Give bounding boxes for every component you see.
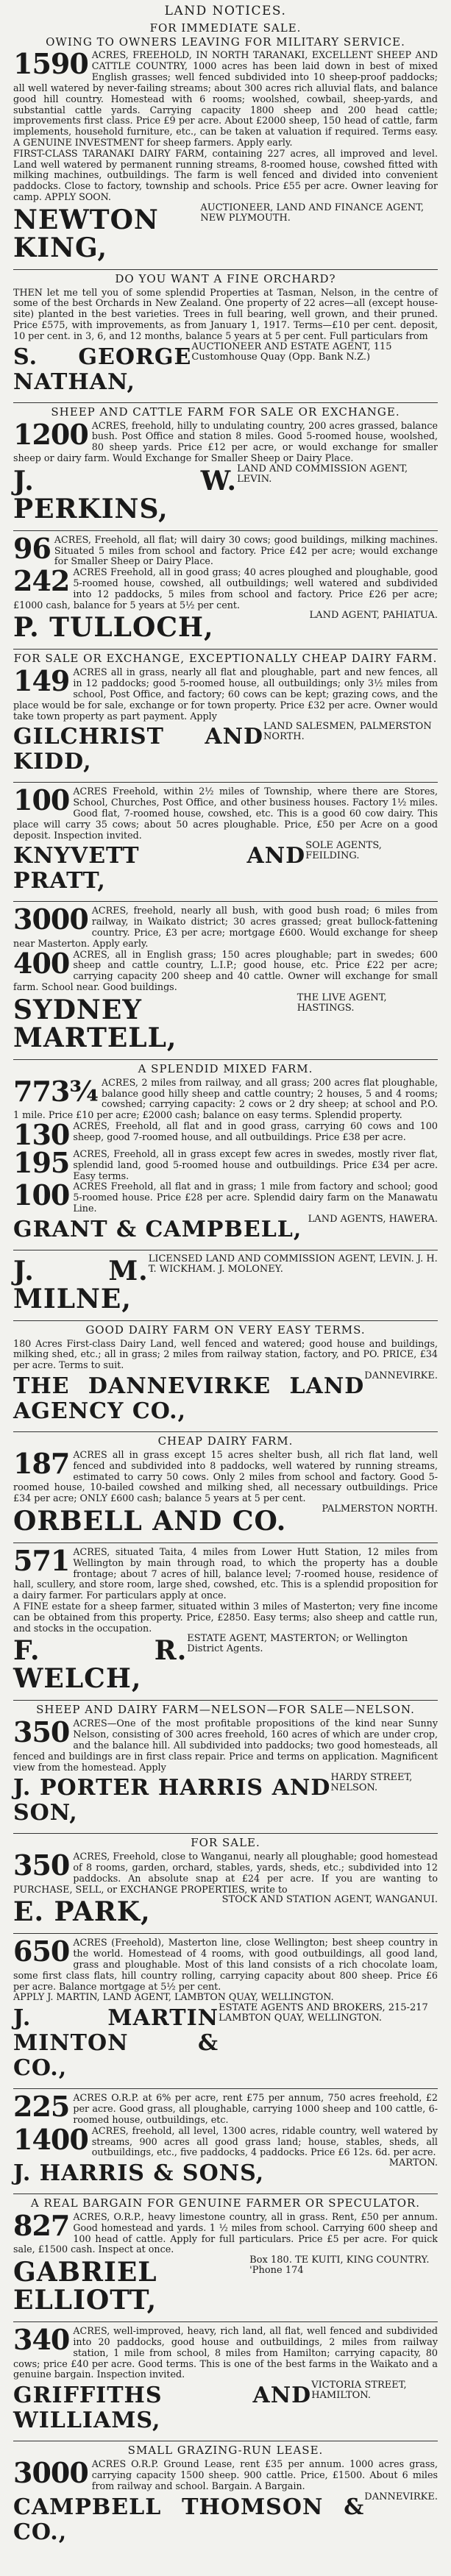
agent-name: J. MARTIN MINTON & CO., <box>13 2005 219 2082</box>
ad-heading: DO YOU WANT A FINE ORCHARD? <box>115 271 336 285</box>
acreage-figure: 96 <box>13 531 51 565</box>
agent-signature <box>13 1254 438 1316</box>
agent-signature <box>13 2255 438 2317</box>
ad-body-text: ACRES Freehold, all in good grass; 40 acres ploughed and ploughable, good 5-roomed house, cowshed, all outbuildings; well watered and subdivided into 12 paddocks, 5 miles from school and factory. Price £26 per acre; £1000 cash, balance for 5 years at 5½ per cent. <box>13 566 438 611</box>
acreage-figure: 400 <box>13 946 70 980</box>
section-divider <box>13 1933 438 1934</box>
ad-body-text: ACRES O.R.P. at 6% per acre, rent £75 per annum, 750 acres freehold, £2 per acre. Good grass, all ploughable, carrying 1000 sheep and 100 cattle, 6-roomed house, outbuildings, etc. <box>73 2092 438 2125</box>
ad-body-text: ACRES (Freehold), Masterton line, close Wellington; best sheep country in the world. Homestead of 4 rooms, with good outbuildings, all good land, grass and ploughable. Most of this land consists of a rich chocolate loam, some first class flats, hill country rolling, carrying capacity about 800 sheep. Price £6 per acre. Balance mortgage at 5½ per cent. <box>13 1937 438 1992</box>
ad-body-text: THEN let me tell you of some splendid Properties at Tasman, Nelson, in the centre of some of the best Orchards in New Zealand. One property of 22 acres—all (except house-site) planted in the best varieties. Trees in full bearing, well grown, and their pruned. Price £575, with improvements, as from January 1, 1917. Terms—£10 per cent. deposit, 10 per cent. in 3, 6, and 12 months, balance 5 years at 5 per cent. Full particulars from <box>13 286 438 341</box>
agent-details: MARTON. <box>388 2157 438 2169</box>
agent-details: ESTATE AGENTS AND BROKERS, 215-217 LAMBTON QUAY, WELLINGTON. <box>219 2002 428 2024</box>
ad-subheading: OWING TO OWNERS LEAVING FOR MILITARY SERVICE. <box>46 35 405 49</box>
ad-heading: SHEEP AND DAIRY FARM—NELSON—FOR SALE—NELSON. <box>36 1703 415 1717</box>
advertisement <box>13 530 438 645</box>
agent-details: DANNEVIRKE. <box>364 2491 438 2502</box>
section-divider <box>13 1700 438 1701</box>
advertisement <box>13 1833 438 1929</box>
ad-heading: SMALL GRAZING-RUN LEASE. <box>127 2444 324 2458</box>
acreage-figure: 340 <box>13 2323 70 2357</box>
acreage-figure: 225 <box>13 2090 70 2124</box>
advertisement <box>13 2321 438 2436</box>
acreage-figure: 149 <box>13 664 70 698</box>
ad-paragraph <box>13 2208 438 2255</box>
agent-name: CAMPBELL THOMSON & CO., <box>13 2494 365 2545</box>
acreage-figure: 1400 <box>13 2122 88 2156</box>
agent-name: GABRIEL ELLIOTT, <box>13 2257 157 2316</box>
acreage-figure: 827 <box>13 2208 70 2242</box>
ad-paragraph <box>13 1543 438 1601</box>
agent-name: P. TULLOCH, <box>13 612 214 644</box>
acreage-figure: 130 <box>13 1117 70 1151</box>
ad-paragraph <box>13 783 438 841</box>
agent-details: PALMERSTON NORTH. <box>322 1503 438 1515</box>
advertisement-list <box>13 23 438 2548</box>
ad-heading: FOR IMMEDIATE SALE. <box>149 21 302 35</box>
acreage-figure: 100 <box>13 1178 70 1212</box>
advertisement <box>13 649 438 778</box>
ad-heading: GOOD DAIRY FARM ON VERY EASY TERMS. <box>85 1323 366 1337</box>
agent-signature <box>13 342 438 398</box>
page-title: LAND NOTICES. <box>164 4 287 18</box>
ad-body-text: ACRES—One of the most profitable propositions of the kind near Sunny Nelson, consisting of 300 acres freehold, 160 acres of which are under crop, and the balance hill. All subdivided into paddocks; two good homesteads, all fenced and buildings are in first class repair. Price and terms on application. Magnificent view from the homestead. Apply <box>13 1718 438 1773</box>
advertisement <box>13 1250 438 1316</box>
agent-details: LAND AGENTS, HAWERA. <box>308 1213 438 1225</box>
agent-details: DANNEVIRKE. <box>364 1370 438 1382</box>
section-divider <box>13 1431 438 1432</box>
agent-details: HARDY STREET, NELSON. <box>330 1772 413 1794</box>
advertisement <box>13 1320 438 1427</box>
agent-signature <box>13 1634 438 1696</box>
ad-body-text: ACRES, freehold, nearly all bush, with good bush road; 6 miles from railway, in Waikato district; 30 acres grassed; great bullock-fattening country. Price, £3 per acre; mortgage £600. Would exchange for sheep near Masterton. Apply early. <box>13 905 438 949</box>
section-divider <box>13 782 438 783</box>
acreage-figure: 350 <box>13 1715 70 1749</box>
ad-body-text: ACRES O.R.P. Ground Lease, rent £35 per annum. 1000 acres grass, carrying capacity 1500 sheep. 900 cattle. Price, £1500. About 6 miles from railway and school. Bargain. A Bargain. <box>91 2458 438 2491</box>
acreage-figure: 195 <box>13 1145 70 1179</box>
agent-details: SOLE AGENTS, FEILDING. <box>305 840 382 862</box>
agent-name: GRIFFITHS AND WILLIAMS, <box>13 2383 312 2434</box>
ad-paragraph <box>13 1601 438 1634</box>
advertisement <box>13 1543 438 1696</box>
agent-name: J. HARRIS & SONS, <box>13 2160 265 2187</box>
acreage-figure: 187 <box>13 1446 70 1480</box>
advertisement <box>13 269 438 398</box>
section-divider <box>13 1059 438 1060</box>
ad-body-text: ACRES, well-improved, heavy, rich land, all flat, well fenced and subdivided into 20 paddocks, good house and outbuildings, 2 miles from railway station, 1 mile from school, 8 miles from Hamilton; carrying capacity, 80 cows; price £40 per acre. Good terms. This is one of the best farms in the Waikato and a genuine bargain. Inspection invited. <box>13 2325 438 2380</box>
section-divider <box>13 402 438 403</box>
section-divider <box>13 2088 438 2089</box>
ad-paragraph <box>13 2090 438 2125</box>
agent-signature <box>13 464 438 526</box>
agent-signature <box>13 722 438 778</box>
ad-body-text: 180 Acres First-class Dairy Land, well fenced and watered; good house and buildings, milking shed, etc.; all in grass; 2 miles from railway station, factory, and PO. PRICE, £34 per acre. Terms to suit. <box>13 1337 438 1371</box>
agent-details: AUCTIONEER, LAND AND FINANCE AGENT, NEW PLYMOUTH. <box>200 202 425 224</box>
ad-paragraph <box>13 905 438 949</box>
agent-name: J. M. MILNE, <box>13 1255 149 1314</box>
section-divider <box>13 2193 438 2194</box>
agent-name: F. R. WELCH, <box>13 1635 188 1695</box>
agent-details: THE LIVE AGENT, HASTINGS. <box>296 992 387 1014</box>
agent-details: LAND AND COMMISSION AGENT, LEVIN. <box>237 463 408 485</box>
ad-body-text: ACRES Freehold, all flat and in grass; 1 mile from factory and school; good 5-roomed house. Price £28 per acre. Splendid dairy farm on the Manawatu Line. <box>73 1181 438 1214</box>
advertisement <box>13 2088 438 2189</box>
advertisement <box>13 2441 438 2547</box>
agent-name: THE DANNEVIRKE LAND AGENCY CO., <box>13 1373 365 1425</box>
ad-paragraph <box>13 564 438 611</box>
advertisement <box>13 782 438 897</box>
ad-paragraph <box>13 531 438 567</box>
advertisement <box>13 402 438 526</box>
agent-signature <box>13 2158 438 2189</box>
advertisement <box>13 901 438 1055</box>
ad-paragraph <box>13 2456 438 2491</box>
advertisement <box>13 1700 438 1829</box>
acreage-figure: 1200 <box>13 417 88 451</box>
ad-body-text: ACRES, Freehold, all flat and in good grass, carrying 60 cows and 100 sheep, good 7-roomed house, and all outbuildings. Price £38 per acre. <box>73 1120 438 1142</box>
agent-details: LAND AGENT, PAHIATUA. <box>309 610 438 622</box>
agent-signature <box>13 1214 438 1245</box>
acreage-figure: 650 <box>13 1935 70 1968</box>
land-notices-column <box>13 6 438 2548</box>
ad-body-text: ACRES, freehold, all level, 1300 acres, ridable country, well watered by streams, 900 acres all good grass land; house, stables, sheds, all outbuildings, etc., five paddocks, 4 paddocks. Price £6 12s. 6d. per acre. <box>91 2124 438 2158</box>
agent-signature <box>13 2003 438 2084</box>
ad-paragraph <box>13 1074 438 1121</box>
ad-paragraph <box>13 664 438 722</box>
ad-body-text: ACRES all in grass except 15 acres shelter bush, all rich flat land, well fenced and subdivided into 8 paddocks, well watered by running streams, estimated to carry 50 cows. Only 2 miles from school and factory. Good 5-roomed house, 10-bailed cowshed and milking shed, all necessary outbuildings. Price £34 per acre; ONLY £600 cash; balance 5 years at 5 per cent. <box>13 1448 438 1504</box>
agent-name: E. PARK, <box>13 1896 151 1928</box>
agent-name: KNYVETT AND PRATT, <box>13 843 306 894</box>
advertisement <box>13 2193 438 2317</box>
agent-name: S. GEORGE NATHAN, <box>13 344 192 395</box>
acreage-figure: 3000 <box>13 903 88 936</box>
agent-details: ESTATE AGENT, MASTERTON; or Wellington District Agents. <box>187 1633 408 1655</box>
ad-body-text: ACRES, FREEHOLD, IN NORTH TARANAKI, EXCELLENT SHEEP AND CATTLE COUNTRY, 1000 acres has been laid down in best of mixed English grasses; well fenced subdivided into 10 sheep-proof paddocks; all well watered by never-failing streams; about 300 acres rich alluvial flats, and balance good hill country. Homestead with 6 rooms; woolshed, cowbail, sheep-yards, and substantial cattle yards. Carrying capacity 1800 sheep and 200 head cattle; improvements first class. Price £9 per acre. About £2000 sheep, 150 head of cattle, farm implements, household furniture, etc., can be taken at valuation if required. Terms easy. A GENUINE INVESTMENT for sheep farmers. Apply early. <box>13 49 438 148</box>
ad-paragraph <box>13 1935 438 1992</box>
section-divider <box>13 2321 438 2322</box>
ad-paragraph <box>13 2122 438 2158</box>
ad-heading: CHEAP DAIRY FARM. <box>157 1434 294 1448</box>
ad-body-text: ACRES, Freehold, all in grass except few acres in swedes, mostly river flat, splendid land, good 5-roomed house and outbuildings. Price £34 per acre. Easy terms. <box>73 1148 438 1181</box>
agent-details: AUCTIONEER AND ESTATE AGENT, 115 Customhouse Quay (Opp. Bank N.Z.) <box>191 341 392 363</box>
ad-paragraph <box>13 47 438 148</box>
ad-body-text: ACRES, 2 miles from railway, and all grass; 200 acres flat ploughable, balance good hilly sheep and cattle country; 2 houses, 5 and 4 rooms; cowshed; carrying capacity: 2 cows or 2 dry sheep; at school and P.O. 1 mile. Price £10 per acre; £2000 cash; balance on easy terms. Splendid property. <box>13 1076 438 1121</box>
ad-body-text: ACRES, situated Taita, 4 miles from Lower Hutt Station, 12 miles from Wellington by main through road, to which the property has a double frontage; about 7 acres of hill, balance level; 7-roomed house, residence of hall, scullery, and store room, large shed, cowshed, etc. This is a splendid proposition for a dairy farmer. For particulars apply at once. <box>13 1545 438 1601</box>
agent-name: NEWTON KING, <box>13 204 159 263</box>
ad-paragraph <box>13 149 438 203</box>
advertisement <box>13 23 438 265</box>
ad-heading: FOR SALE. <box>191 1836 260 1850</box>
ad-paragraph <box>13 1178 438 1214</box>
ad-paragraph <box>13 1992 438 2003</box>
acreage-figure: 100 <box>13 783 70 817</box>
ad-body-text: ACRES, all in English grass; 150 acres ploughable; part in swedes; 600 sheep and cattle country, L.I.P.; good house, etc. Price £22 per acre; carrying capacity 200 sheep and 40 cattle. Owner will exchange for small farm. School near. Good buildings. <box>13 948 438 993</box>
acreage-figure: 571 <box>13 1543 70 1577</box>
acreage-figure: 242 <box>13 564 70 598</box>
agent-signature <box>13 611 438 644</box>
ad-paragraph <box>13 1145 438 1181</box>
section-divider <box>13 649 438 650</box>
ad-paragraph <box>13 1715 438 1773</box>
ad-body-text: A FINE estate for a sheep farmer, situated within 3 miles of Masterton; very fine income can be obtained from this property. Price, £2850. Easy terms; also sheep and cattle run, and stocks in the occupation. <box>13 1601 438 1634</box>
advertisement <box>13 1431 438 1538</box>
acreage-figure: 3000 <box>13 2456 88 2490</box>
acreage-figure: 350 <box>13 1849 70 1882</box>
section-divider <box>13 1833 438 1834</box>
ad-paragraph <box>13 1446 438 1504</box>
ad-paragraph <box>13 2323 438 2380</box>
ad-paragraph <box>13 1117 438 1151</box>
ad-body-text: ACRES, freehold, hilly to undulating country, 200 acres grassed, balance bush. Post Office and station 8 miles. Good 5-roomed house, woolshed, 80 sheep yards. Price £12 per acre, or would exchange for smaller sheep or dairy farm. Would Exchange for Smaller Sheep or Dairy Place. <box>13 419 438 463</box>
acreage-figure: 773¾ <box>13 1074 98 1108</box>
agent-signature <box>13 203 438 265</box>
ad-body-text: ACRES Freehold, within 2½ miles of Township, where there are Stores, School, Churches, Post Office, and other business houses. Factory 1½ miles. Good flat, 7-roomed house, cowshed, etc. This is a good 60 cow dairy. This place will carry 35 cows; about 50 acres ploughable. Price, £50 per Acre on a good deposit. Inspection invited. <box>13 786 438 841</box>
ad-heading: SHEEP AND CATTLE FARM FOR SALE OR EXCHANGE. <box>51 405 400 419</box>
advertisement <box>13 1933 438 2084</box>
ad-paragraph <box>13 417 438 464</box>
ad-body-text: ACRES, Freehold, close to Wanganui, nearly all ploughable; good homestead of 8 rooms, garden, orchard, stables, yards, sheds, etc.; subdivided into 12 paddocks. An absolute snap at £24 per acre. If you are wanting to PURCHASE, SELL, or EXCHANGE PROPERTIES, write to <box>13 1851 438 1895</box>
ad-body-text: FIRST-CLASS TARANAKI DAIRY FARM, containing 227 acres, all improved and level. Land well watered by permanent running streams, 8-roomed house, cowshed fitted with milking machines, outbuildings. The farm is well fenced and divided into convenient paddocks. Close to factory, township and schools. Price £55 per acre. Owner leaving for camp. APPLY SOON. <box>13 147 438 202</box>
agent-details: VICTORIA STREET, HAMILTON. <box>311 2380 407 2402</box>
agent-signature <box>13 1371 438 1427</box>
agent-name: SYDNEY MARTELL, <box>13 994 177 1053</box>
agent-signature <box>13 1773 438 1829</box>
acreage-figure: 1590 <box>13 47 88 81</box>
agent-signature <box>13 1504 438 1538</box>
agent-name: ORBELL AND CO. <box>13 1505 287 1537</box>
ad-paragraph <box>13 1339 438 1371</box>
advertisement <box>13 1059 438 1245</box>
ad-body-text: APPLY J. MARTIN, LAND AGENT, LAMBTON QUAY, WELLINGTON. <box>13 1991 334 2003</box>
section-divider <box>13 901 438 902</box>
agent-name: GILCHRIST AND KIDD, <box>13 724 264 775</box>
agent-name: GRANT & CAMPBELL, <box>13 1216 302 1242</box>
section-divider <box>13 1320 438 1321</box>
agent-name: J. PORTER HARRIS AND SON, <box>13 1775 331 1826</box>
agent-signature <box>13 841 438 897</box>
agent-details: Box 180. TE KUITI, KING COUNTRY. 'Phone 174 <box>249 2255 430 2277</box>
ad-body-text: ACRES, O.R.P., heavy limestone country, all in grass. Rent, £50 per annum. Good homestead and yards. 1 ½ miles from school. Carrying 600 sheep and 100 head of cattle. Apply for full particulars. Price £5 per acre. For quick sale, £1500 cash. Inspect at once. <box>13 2210 438 2255</box>
agent-signature <box>13 1895 438 1929</box>
ad-paragraph <box>13 946 438 993</box>
ad-paragraph <box>13 1851 438 1895</box>
agent-name: J. W. PERKINS, <box>13 465 238 524</box>
ad-body-text: ACRES, Freehold, all flat; will dairy 30 cows; good buildings, milking machines. Situated 5 miles from school and factory. Price £42 per acre; would exchange for Smaller Sheep or Dairy Place. <box>54 533 438 567</box>
ad-heading: FOR SALE OR EXCHANGE, EXCEPTIONALLY CHEAP DAIRY FARM. <box>13 652 438 666</box>
agent-details: STOCK AND STATION AGENT, WANGANUI. <box>221 1894 438 1906</box>
agent-details: LAND SALESMEN, PALMERSTON NORTH. <box>263 721 432 743</box>
agent-signature <box>13 2492 438 2548</box>
ad-heading: A REAL BARGAIN FOR GENUINE FARMER OR SPECULATOR. <box>30 2196 421 2210</box>
section-divider <box>13 530 438 531</box>
ad-heading: A SPLENDID MIXED FARM. <box>138 1061 313 1075</box>
agent-details: LICENSED LAND AND COMMISSION AGENT, LEVIN. J. H. T. WICKHAM. J. MOLONEY. <box>148 1253 438 1275</box>
section-divider <box>13 269 438 270</box>
agent-signature <box>13 993 438 1055</box>
ad-body-text: ACRES all in grass, nearly all flat and ploughable, part and new fences, all in 12 paddocks; good 5-roomed house, all outbuildings; only 3½ miles from school, Post Office, and factory; 60 cows can be kept; grazing cows, and the place would be for sale, exchange or for town property. Price £32 per acre. Owner would take town property as part payment. Apply <box>13 666 438 722</box>
ad-paragraph <box>13 288 438 342</box>
agent-signature <box>13 2380 438 2436</box>
